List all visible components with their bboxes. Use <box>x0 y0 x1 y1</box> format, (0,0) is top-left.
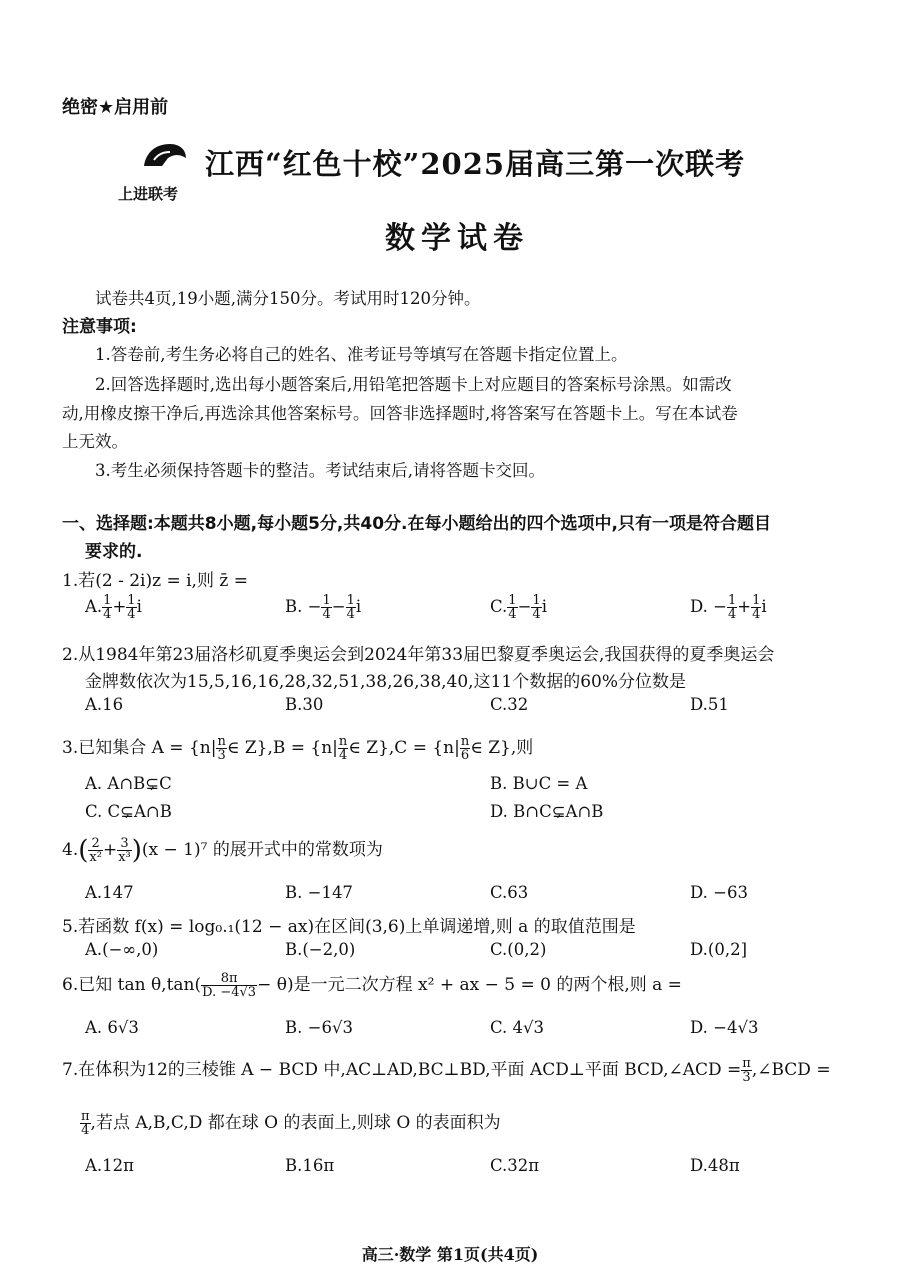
exam-logo-icon <box>140 140 188 170</box>
q2-stem-line2: 金牌数依次为15,5,16,16,28,32,51,38,26,38,40,这11个数据的60%分位数是 <box>85 672 686 692</box>
q6-stem: 6.已知 tan θ,tan( $\frac{8\pi}{D. -4√3}$ − θ)是一元二次方程 x² + ax − 5 = 0 的两个根,则 a = <box>62 971 682 1000</box>
section-1-heading: 一、选择题:本题共8小题,每小题5分,共40分.在每小题给出的四个选项中,只有一项是符合题目 <box>62 514 771 534</box>
q5-option-c: C.(0,2) <box>490 940 547 959</box>
note-1: 1.答卷前,考生务必将自己的姓名、准考证号等填写在答题卡指定位置上。 <box>95 345 628 364</box>
q4-option-d: D. −63 <box>690 883 748 902</box>
q5-option-d: D.(0,2] <box>690 940 748 959</box>
note-2-line3: 上无效。 <box>62 432 128 451</box>
note-2-line1: 2.回答选择题时,选出每小题答案后,用铅笔把答题卡上对应题目的答案标号涂黑。如需改 <box>95 375 732 394</box>
q4-option-a: A.147 <box>85 883 134 902</box>
q7-option-c: C.32π <box>490 1156 540 1175</box>
q6-option-c: C. 4√3 <box>490 1018 545 1037</box>
exam-subtitle: 数学试卷 <box>385 221 529 256</box>
q5-stem: 5.若函数 f(x) = log₀.₁(12 − ax)在区间(3,6)上单调递增,则 a 的取值范围是 <box>62 917 636 937</box>
exam-intro: 试卷共4页,19小题,满分150分。考试用时120分钟。 <box>95 289 481 308</box>
q4-option-c: C.63 <box>490 883 529 902</box>
q6-option-d: D. −4√3 <box>690 1018 759 1037</box>
section-1-heading-cont: 要求的. <box>85 542 143 562</box>
q2-option-c: C.32 <box>490 695 529 714</box>
q4-stem: 4.( $\frac{2}{\text{x²}}$ + $\frac{3}{\text{x³}}$ )(x − 1)⁷ 的展开式中的常数项为 <box>62 835 383 866</box>
q1-option-a: A. $\frac{1}{4}$ + $\frac{1}{4}$ i <box>85 593 142 622</box>
q7-stem-line1: 7.在体积为12的三棱锥 A − BCD 中,AC⊥AD,BC⊥BD,平面 ACD⊥平面 BCD,∠ACD = $\frac{\pi}{3}$ ,∠BCD = <box>62 1056 831 1085</box>
q1-option-d: D. − $\frac{1}{4}$ + $\frac{1}{4}$ i <box>690 593 767 622</box>
q2-stem-line1: 2.从1984年第23届洛杉矶夏季奥运会到2024年第33届巴黎夏季奥运会,我国获得的夏季奥运会 <box>62 645 775 665</box>
q7-option-b: B.16π <box>285 1156 335 1175</box>
note-2-line2: 动,用橡皮擦干净后,再选涂其他答案标号。回答非选择题时,将答案写在答题卡上。写在本试卷 <box>62 404 738 423</box>
q3-option-c: C. C⊊A∩B <box>85 802 172 821</box>
q4-option-b: B. −147 <box>285 883 353 902</box>
q3-option-b: B. B∪C = A <box>490 774 588 793</box>
q1-stem: 1.若(2 - 2i)z = i,则 z̄ = <box>62 571 248 591</box>
q7-option-a: A.12π <box>85 1156 135 1175</box>
exam-title: 江西“红色十校”2025届高三第一次联考 <box>205 147 746 181</box>
confidential-label: 绝密★启用前 <box>62 97 169 118</box>
q1-option-b: B. − $\frac{1}{4}$ − $\frac{1}{4}$ i <box>285 593 362 622</box>
q2-option-b: B.30 <box>285 695 324 714</box>
q2-option-a: A.16 <box>85 695 124 714</box>
notes-heading: 注意事项: <box>62 317 137 337</box>
q7-option-d: D.48π <box>690 1156 740 1175</box>
q6-option-b: B. −6√3 <box>285 1018 353 1037</box>
q2-option-d: D.51 <box>690 695 729 714</box>
q6-option-a: A. 6√3 <box>85 1018 139 1037</box>
q5-option-b: B.(−2,0) <box>285 940 356 959</box>
q3-stem: 3.已知集合 A = {n| $\frac{n}{3}$ ∈ Z},B = {n| $\frac{n}{4}$ ∈ Z},C = {n| $\frac{n}{6}$ ∈ Z},则 <box>62 734 534 763</box>
q3-option-a: A. A∩B⊊C <box>85 774 172 793</box>
page-footer: 高三·数学 第1页(共4页) <box>361 1245 539 1264</box>
q1-option-c: C. $\frac{1}{4}$ − $\frac{1}{4}$ i <box>490 593 547 622</box>
note-3: 3.考生必须保持答题卡的整洁。考试结束后,请将答题卡交回。 <box>95 461 545 480</box>
logo-caption: 上进联考 <box>118 185 179 203</box>
q3-option-d: D. B∩C⊊A∩B <box>490 802 604 821</box>
q5-option-a: A.(−∞,0) <box>85 940 159 959</box>
q7-stem-line2: $\frac{\pi}{4}$ ,若点 A,B,C,D 都在球 O 的表面上,则球 O 的表面积为 <box>81 1109 501 1138</box>
